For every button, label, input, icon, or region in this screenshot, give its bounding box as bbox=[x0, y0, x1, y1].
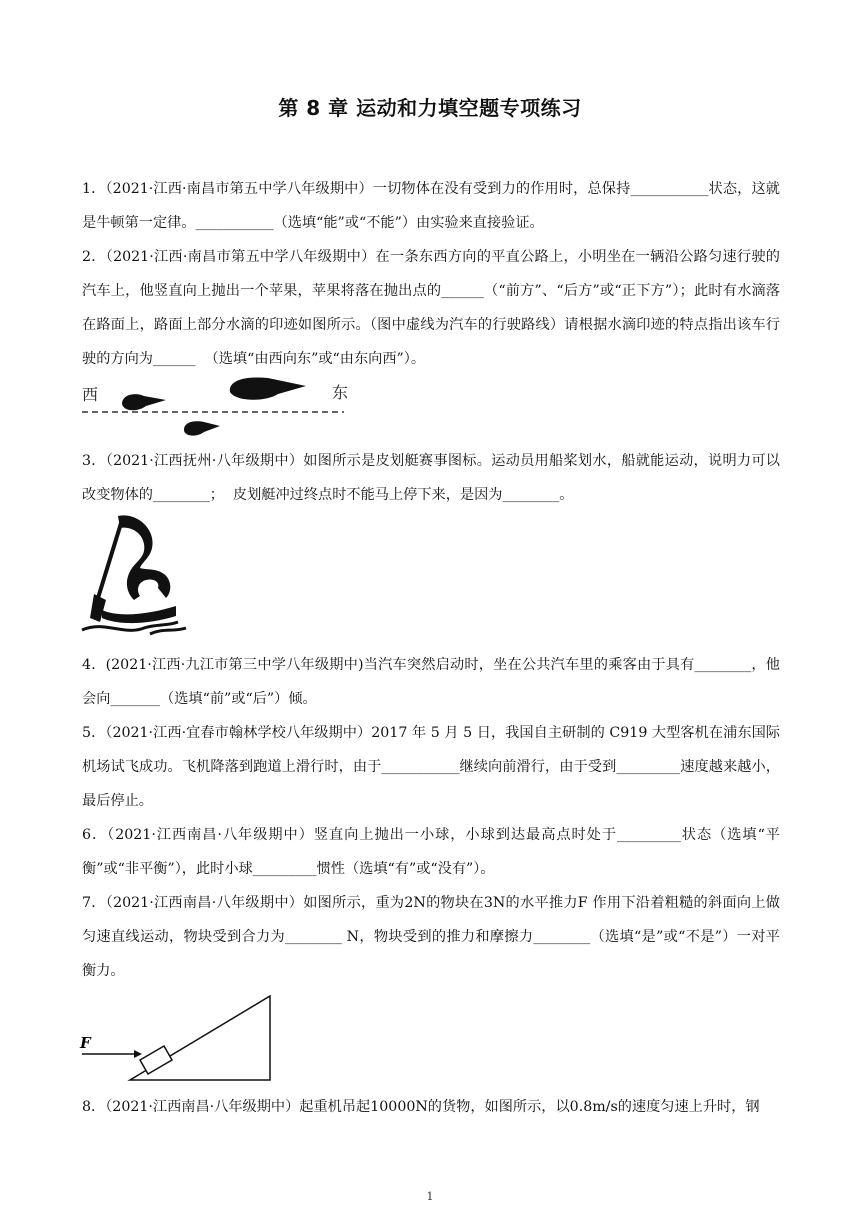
force-label: F bbox=[80, 1034, 91, 1052]
kayak-boat bbox=[102, 606, 176, 623]
question-7 bbox=[82, 886, 780, 988]
question-1-text: 1．（2021·江西·南昌市第五中学八年级期中）一切物体在没有受到力的作用时，总保持___________状态，这就是牛顿第一定律。___________（选填“能”或“不能”）由实验来直接验证。 bbox=[82, 181, 780, 231]
question-3 bbox=[82, 444, 780, 512]
question-6 bbox=[82, 818, 780, 886]
kayak-wave-1 bbox=[82, 622, 178, 630]
question-7-text: 7．（2021·江西南昌·八年级期中）如图所示，重为2N的物块在3N的水平推力F 作用下沿着粗糙的斜面向上做匀速直线运动，物块受到合力为________ N，物块受到的推力和摩擦力________（选填“是”或“不是”）一对平衡力。 bbox=[82, 895, 780, 979]
question-2 bbox=[82, 240, 780, 376]
water-drop-small bbox=[122, 394, 166, 410]
question-2-text: 2．（2021·江西·南昌市第五中学八年级期中）在一条东西方向的平直公路上，小明坐在一辆沿公路匀速行驶的汽车上，他竖直向上抛出一个苹果，苹果将落在抛出点的______（“前方”、“后方”或“正下方”）；此时有水滴落在路面上，路面上部分水滴的印迹如图所示。（图中虚线为汽车的行驶路线）请根据水滴印迹的特点指出该车行驶的方向为______ （选填“由西向东”或“由东向西”）。 bbox=[82, 249, 780, 367]
page-title: 第 8 章 运动和力填空题专项练习 bbox=[278, 96, 582, 120]
incline-figure bbox=[76, 992, 280, 1084]
question-6-text: 6．（2021·江西南昌·八年级期中）竖直向上抛出一小球，小球到达最高点时处于_________状态（选填“平衡”或“非平衡”），此时小球_________惯性（选填“有”或“没有”）。 bbox=[82, 827, 780, 877]
question-5-text: 5．（2021·江西·宜春市翰林学校八年级期中）2017 年 5 月 5 日，我国自主研制的 C919 大型客机在浦东国际机场试飞成功。飞机降落到跑道上滑行时，由于___________继续向前滑行，由于受到_________速度越来越小，最后停止。 bbox=[82, 725, 780, 809]
kayak-wave-2 bbox=[150, 628, 186, 634]
question-8 bbox=[82, 1090, 780, 1124]
page-number: 1 bbox=[426, 1190, 434, 1203]
kayak-paddle-shaft bbox=[98, 520, 122, 598]
question-1 bbox=[82, 172, 780, 240]
block bbox=[140, 1046, 172, 1074]
question-4-text: 4．(2021·江西·九江市第三中学八年级期中)当汽车突然启动时，坐在公共汽车里的乘客由于具有________，他会向_______（选填“前”或“后”）倾。 bbox=[82, 657, 780, 707]
east-label: 东 bbox=[332, 383, 349, 402]
water-drop-large bbox=[230, 378, 306, 400]
water-drop-bottom bbox=[184, 421, 220, 435]
question-5 bbox=[82, 716, 780, 818]
force-arrow-head bbox=[134, 1050, 142, 1058]
water-drop-figure bbox=[78, 372, 368, 444]
question-3-text: 3．（2021·江西抚州·八年级期中）如图所示是皮划艇赛事图标。运动员用船桨划水，船就能运动，说明力可以改变物体的________； 皮划艇冲过终点时不能马上停下来，是因为________。 bbox=[82, 453, 780, 503]
question-4 bbox=[82, 648, 780, 716]
kayak-athlete-shape bbox=[118, 515, 170, 600]
question-8-text: 8．（2021·江西南昌·八年级期中）起重机吊起10000N的货物，如图所示，以0.8m/s的速度匀速上升时，钢 bbox=[82, 1099, 760, 1115]
kayak-icon bbox=[80, 510, 192, 640]
west-label: 西 bbox=[82, 385, 99, 404]
